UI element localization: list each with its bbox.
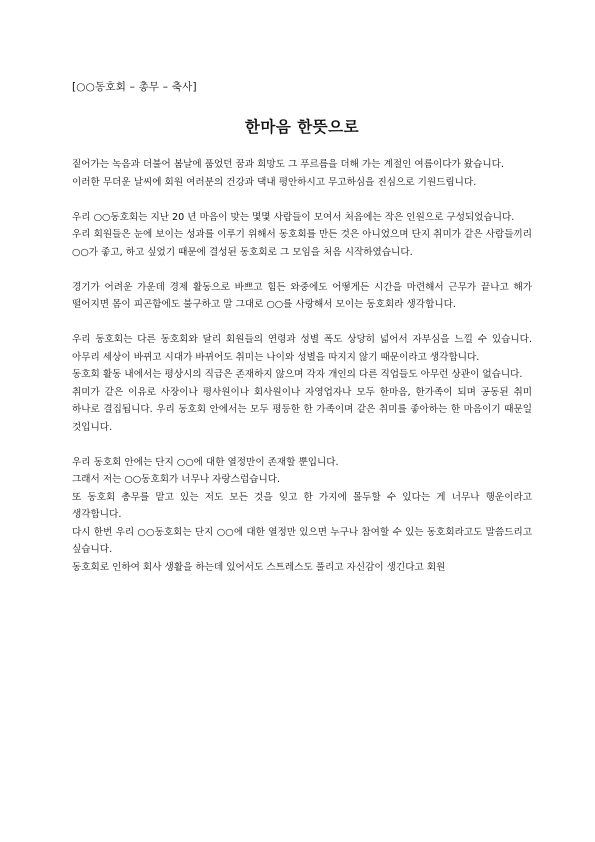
- body-paragraph: 경기가 어려운 가운데 경제 활동으로 바쁘고 힘든 와중에도 어떻게든 시간을 마련해서 근무가 끝나고 해가 떨어지면 몸이 피곤함에도 불구하고 말 그대로 ○○를 사랑해서 모이는 동호회라 생각합니다.: [72, 281, 532, 310]
- body-paragraph: 동호회 활동 내에서는 평상시의 직급은 존재하지 않으며 각자 개인의 다른 직업들도 아무런 상관이 없습니다.: [72, 369, 523, 380]
- body-paragraph: 동호회로 인하여 회사 생활을 하는데 있어서도 스트레스도 풀리고 자신감이 생긴다고 회원: [72, 561, 446, 573]
- document-category-tag: [○○동호회 – 총무 – 축사]: [72, 81, 197, 93]
- body-paragraph: 그래서 저는 ○○동호회가 너무나 자랑스럽습니다.: [72, 474, 281, 485]
- document-body: [72, 156, 532, 576]
- body-paragraph: 또 동호회 총무를 맡고 있는 저도 모든 것을 잊고 한 가지에 몰두할 수 있다는 게 너무나 행운이라고 생각합니다.: [72, 491, 532, 520]
- body-paragraph: 우리 회원들은 눈에 보이는 성과를 이루기 위해서 동호회를 만든 것은 아니었으며 단지 취미가 같은 사람들끼리 ○○가 좋고, 하고 싶었기 때문에 결성된 동호회로 그 모임을 처음 시작하였습니다.: [72, 229, 532, 258]
- body-paragraph: 취미가 같은 이유로 사장이나 평사원이나 회사원이나 자영업자나 모두 한마음, 한가족이 되며 공동된 취미 하나로 결집됩니다. 우리 동호회 안에서는 모두 평등한 한 가족이며 같은 취미를 좋아하는 한 마음이기 때문일 것입니다.: [72, 386, 532, 433]
- body-paragraph: 우리 동호회 안에는 단지 ○○에 대한 열정만이 존재할 뿐입니다.: [72, 456, 339, 468]
- body-paragraph: 짙어가는 녹음과 더불어 봄날에 품었던 꿈과 희망도 그 푸르름을 더해 가는 계절인 여름이다가 왔습니다.: [72, 159, 504, 170]
- body-paragraph: 다시 한번 우리 ○○동호회는 단지 ○○에 대한 열정만 있으면 누구나 참여할 수 있는 동호회라고도 말씀드리고 싶습니다.: [72, 526, 532, 555]
- body-paragraph: 우리 ○○동호회는 지난 20 년 마음이 맞는 몇몇 사람들이 모여서 처음에는 작은 인원으로 구성되었습니다.: [72, 211, 515, 223]
- body-paragraph: 우리 동호회는 다른 동호회와 달리 회원들의 연령과 성별 폭도 상당히 넓어서 자부심을 느낄 수 있습니다. 아무리 세상이 바뀌고 시대가 바뀌어도 취미는 나이와 성별을 따지지 않기 때문이라고 생각합니다.: [72, 334, 532, 363]
- document-title: 한마음 한뜻으로: [244, 118, 360, 136]
- body-paragraph: 이러한 무더운 날씨에 회원 여러분의 건강과 댁내 평안하시고 무고하심을 진심으로 기원드립니다.: [72, 176, 477, 188]
